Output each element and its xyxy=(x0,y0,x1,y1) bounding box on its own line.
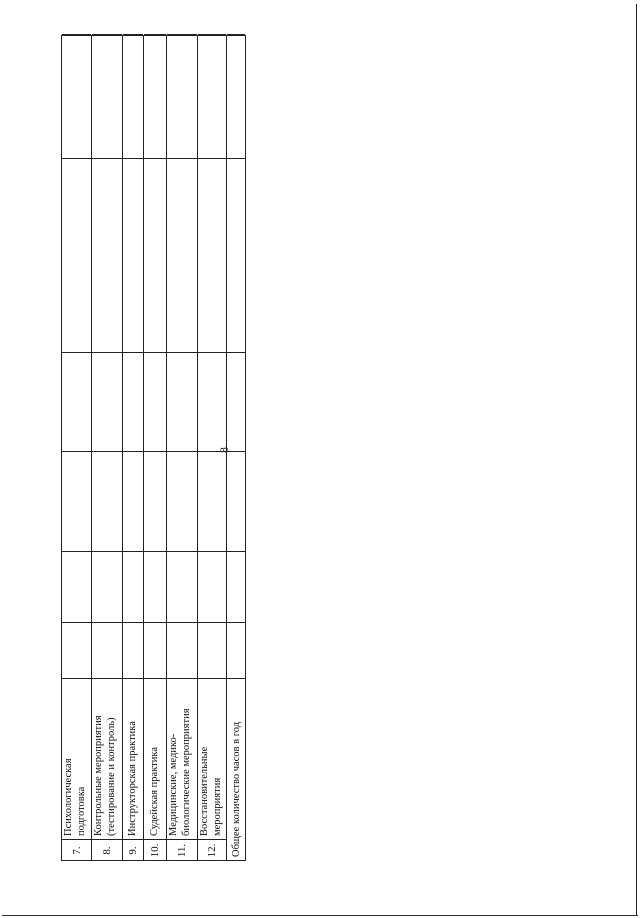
table-cell xyxy=(144,451,166,452)
table-cell xyxy=(92,622,122,623)
table-cell xyxy=(167,551,197,552)
table-row xyxy=(61,35,91,861)
table-cell xyxy=(167,622,197,623)
table-cell xyxy=(198,34,226,36)
table-cell xyxy=(92,352,122,353)
table-cell xyxy=(62,622,91,623)
hours-table xyxy=(61,35,246,861)
table-row xyxy=(122,35,143,861)
table-cell xyxy=(123,352,143,353)
row-number: 11. xyxy=(167,839,197,861)
table-cell xyxy=(123,451,143,452)
page-number: 8 xyxy=(216,447,231,453)
table-cell xyxy=(92,451,122,452)
table-cell xyxy=(92,678,122,679)
table-cell xyxy=(227,451,245,452)
table-cell xyxy=(123,551,143,552)
table-cell xyxy=(227,551,245,552)
row-label: Контрольные мероприятия (тестирование и контроль) xyxy=(93,715,117,836)
table-cell xyxy=(227,158,245,159)
table-cell xyxy=(198,622,226,623)
table-left-border xyxy=(61,860,246,861)
table-cell xyxy=(123,34,143,36)
row-label: Медицинские, медико- биологические мероприятия xyxy=(168,708,192,836)
table-cell xyxy=(144,34,166,36)
table-cell xyxy=(198,451,226,452)
table-cell xyxy=(62,451,91,452)
table-cell xyxy=(92,34,122,36)
row-number: 8. xyxy=(92,839,122,861)
table-cell xyxy=(227,352,245,353)
table-cell xyxy=(144,158,166,159)
table-cell xyxy=(62,352,91,353)
row-number: 12. xyxy=(198,839,226,861)
table-cell xyxy=(198,551,226,552)
table-cell xyxy=(198,158,226,159)
table-cell xyxy=(144,678,166,679)
table-cell xyxy=(227,678,245,679)
table-row xyxy=(197,35,226,861)
table-cell xyxy=(144,352,166,353)
table-cell xyxy=(198,678,226,679)
table-cell xyxy=(92,158,122,159)
table-cell xyxy=(62,158,91,159)
table-cell xyxy=(198,352,226,353)
hours-table-container xyxy=(61,35,246,861)
table-cell xyxy=(167,451,197,452)
table-cell xyxy=(227,622,245,623)
table-cell xyxy=(62,678,91,679)
table-cell xyxy=(92,551,122,552)
table-cell xyxy=(123,622,143,623)
row-number: 10. xyxy=(144,839,166,861)
table-cell xyxy=(62,551,91,552)
table-row xyxy=(91,35,122,861)
table-cell xyxy=(123,158,143,159)
table-total-row xyxy=(226,35,246,861)
table-cell xyxy=(167,34,197,36)
table-row xyxy=(166,35,197,861)
table-cell xyxy=(144,622,166,623)
table-cell xyxy=(62,34,91,36)
table-cell xyxy=(144,551,166,552)
row-number: 7. xyxy=(62,839,91,861)
total-label: Общее количество часов в год xyxy=(230,721,242,857)
row-label: Восстановительные мероприятия xyxy=(199,746,223,836)
row-label: Судейская практика xyxy=(148,747,160,836)
row-number: 9. xyxy=(123,839,143,861)
row-label: Психологическая подготовка xyxy=(63,758,87,836)
table-row xyxy=(143,35,166,861)
table-cell xyxy=(227,34,245,36)
table-cell xyxy=(167,678,197,679)
table-cell xyxy=(167,158,197,159)
table-cell xyxy=(167,352,197,353)
table-cell xyxy=(123,678,143,679)
row-label: Инструкторская практика xyxy=(126,721,138,836)
